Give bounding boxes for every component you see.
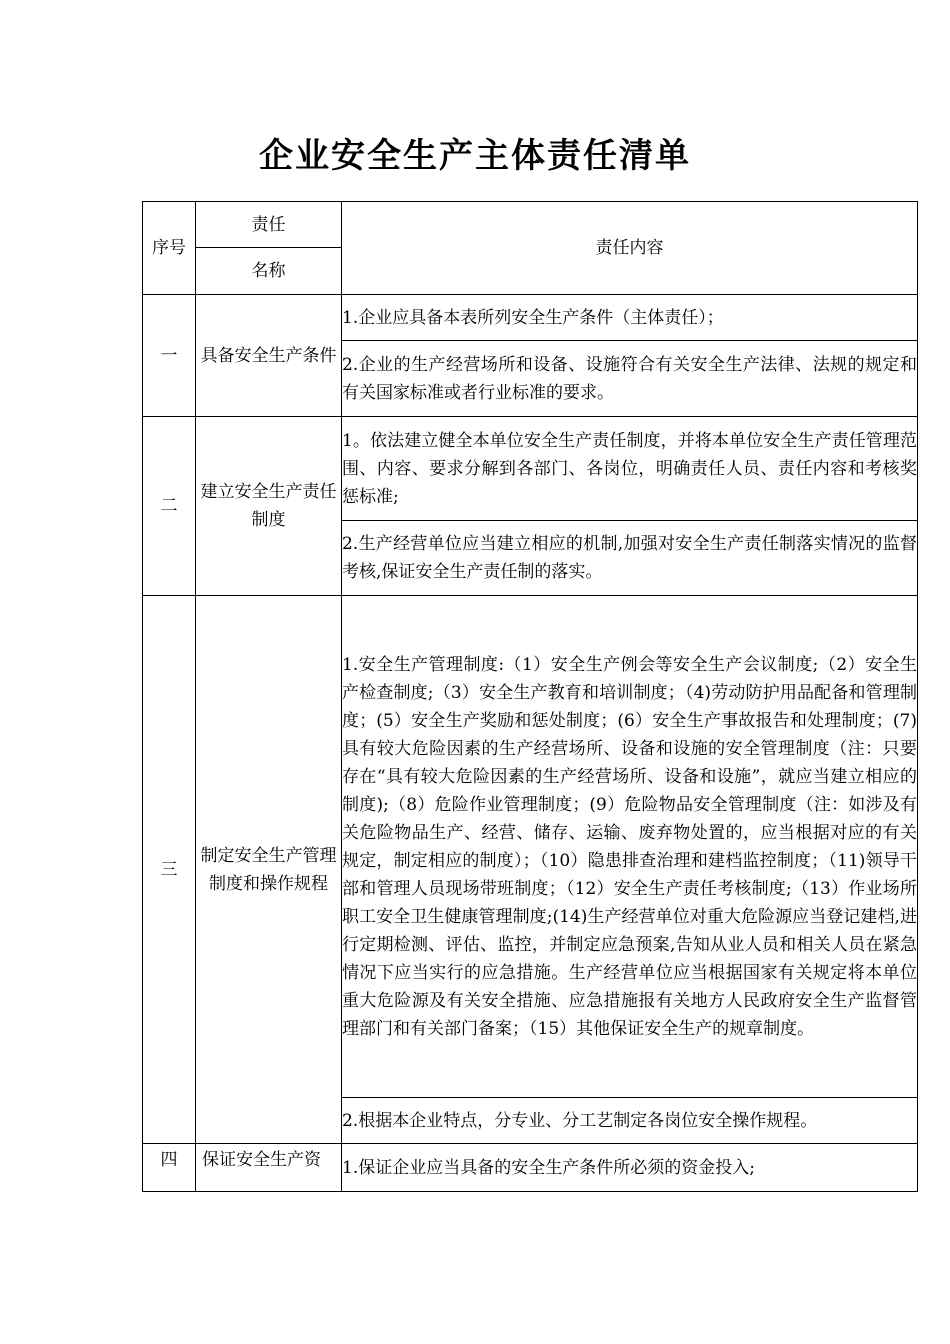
- row-seq: 四: [143, 1144, 196, 1192]
- row-content-item: [342, 417, 918, 521]
- content-text: 1。依法建立健全本单位安全生产责任制度，并将本单位安全生产责任管理范围、内容、要求分解到各部门、各岗位，明确责任人员、责任内容和考核奖惩标准;: [342, 430, 917, 507]
- table-row: [143, 596, 918, 1098]
- row-content-item: [342, 1144, 918, 1192]
- header-name-bottom: 名称: [196, 248, 342, 295]
- row-seq: 二: [143, 417, 196, 596]
- content-text: 2.根据本企业特点，分专业、分工艺制定各岗位安全操作规程。: [342, 1110, 818, 1131]
- row-seq: 一: [143, 295, 196, 417]
- content-text: 2.生产经营单位应当建立相应的机制,加强对安全生产责任制落实情况的监督考核,保证安全生产责任制的落实。: [342, 534, 917, 582]
- table-row: [143, 417, 918, 521]
- row-content-item: [342, 1098, 918, 1144]
- row-name: 具备安全生产条件: [196, 295, 342, 417]
- row-content-item: [342, 295, 918, 341]
- table-header-row: [143, 202, 918, 248]
- row-name: 制定安全生产管理制度和操作规程: [196, 596, 342, 1144]
- row-content-item: [342, 521, 918, 596]
- row-name: 建立安全生产责任制度: [196, 417, 342, 596]
- row-seq: 三: [143, 596, 196, 1144]
- row-content-item: [342, 596, 918, 1098]
- document-title: 企业安全生产主体责任清单: [259, 136, 691, 176]
- content-text: 1.企业应具备本表所列安全生产条件（主体责任）；: [342, 307, 724, 328]
- content-text: 2.企业的生产经营场所和设备、设施符合有关安全生产法律、法规的规定和有关国家标准或者行业标准的要求。: [342, 354, 917, 403]
- content-text: 1.保证企业应当具备的安全生产条件所必须的资金投入;: [342, 1157, 755, 1178]
- responsibility-table: [142, 201, 918, 1192]
- table-row: [143, 1144, 918, 1192]
- header-content: 责任内容: [342, 202, 918, 295]
- row-content-item: [342, 341, 918, 417]
- row-name: 保证安全生产资: [196, 1144, 342, 1192]
- header-name-top: 责任: [196, 202, 342, 248]
- table-row: [143, 295, 918, 341]
- header-seq: 序号: [143, 202, 196, 295]
- content-text: 1.安全生产管理制度:（1）安全生产例会等安全生产会议制度;（2）安全生产检查制度;（3）安全生产教育和培训制度；（4)劳动防护用品配备和管理制度；(5）安全生产奖励和惩处制度；(6）安全生产事故报告和处理制度；(7)具有较大危险因素的生产经营场所、设备和设施的安全管理制度（注：只要存在“具有较大危险因素的生产经营场所、设备和设施”，就应当建立相应的制度);（8）危险作业管理制度；(9）危险物品安全管理制度（注：如涉及有关危险物品生产、经营、储存、运输、废弃物处置的，应当根据对应的有关规定，制定相应的制度）；（10）隐患排查治理和建档监控制度；（11)领导干部和管理人员现场带班制度；（12）安全生产责任考核制度;（13）作业场所职工安全卫生健康管理制度;(14)生产经营单位对重大危险源应当登记建档,进行定期检测、评估、监控，并制定应急预案,告知从业人员和相关人员在紧急情况下应当实行的应急措施。生产经营单位应当根据国家有关规定将本单位重大危险源及有关安全措施、应急措施报有关地方人民政府安全生产监督管理部门和有关部门备案；（15）其他保证安全生产的规章制度。: [342, 654, 917, 1039]
